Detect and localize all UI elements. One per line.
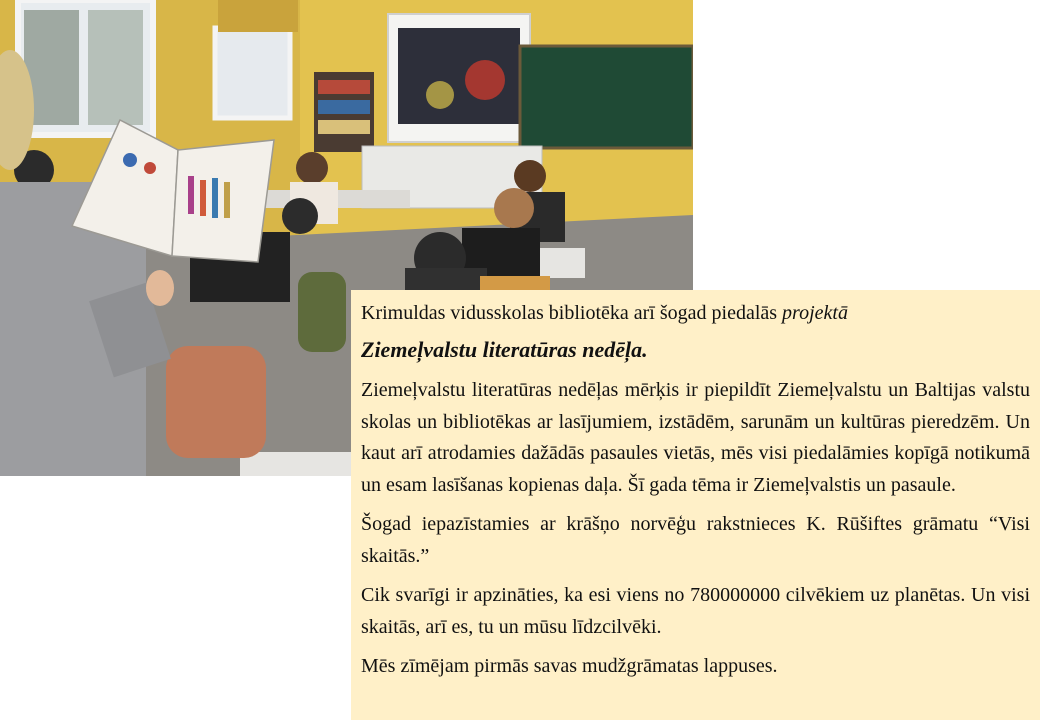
- intro-italic: projektā: [782, 302, 848, 324]
- student-head: [296, 152, 328, 184]
- window-pane: [88, 10, 143, 125]
- student-head: [282, 198, 318, 234]
- book-illustration: [224, 182, 230, 218]
- article-text-box: [351, 290, 1040, 720]
- paragraph-book: Šogad iepazīstamies ar krāšņo norvēģu rakstnieces K. Rūšiftes grāmatu “Visi skaitās.”: [361, 513, 1030, 567]
- books: [318, 120, 370, 134]
- window-right: [215, 28, 290, 118]
- book-illustration: [188, 176, 194, 214]
- desk: [240, 452, 360, 476]
- teacher-hand: [146, 270, 174, 306]
- paragraph-goal: Ziemeļvalstu literatūras nedēļas mērķis ir piepildīt Ziemeļvalstu un Baltijas valstu skolas un bibliotēkas ar lasījumiem, izstādēm, sarunām un kultūras pieredzēm. Un kaut arī atrodamies dažādās pasaules vietās, mēs visi piedalāmies kopīgā notikumā un esam lasīšanas kopienas daļa. Šī gada tēma ir Ziemeļvalstis un pasaule.: [361, 379, 1030, 496]
- book-right-page: [172, 140, 274, 262]
- projected-art: [426, 81, 454, 109]
- books: [318, 100, 370, 114]
- project-title: Ziemeļvalstu literatūras nedēļa.: [361, 336, 648, 362]
- student-head: [494, 188, 534, 228]
- book-illustration: [200, 180, 206, 216]
- books: [318, 80, 370, 94]
- intro-line: [361, 298, 1030, 330]
- projected-art: [465, 60, 505, 100]
- student-head: [514, 160, 546, 192]
- paragraph-count: Cik svarīgi ir apzināties, ka esi viens no 780000000 cilvēkiem uz planētas. Un visi skaitās, arī es, tu un mūsu līdzcilvēki.: [361, 584, 1030, 638]
- curtain: [218, 0, 298, 32]
- book-illustration: [123, 153, 137, 167]
- intro-text: Krimuldas vidusskolas bibliotēka arī šogad piedalās: [361, 302, 783, 324]
- chalkboard: [520, 46, 693, 148]
- desk: [540, 248, 585, 278]
- paragraph-draw: Mēs zīmējam pirmās savas mudžgrāmatas lappuses.: [361, 655, 778, 677]
- backpack-green: [298, 272, 346, 352]
- book-illustration: [144, 162, 156, 174]
- book-illustration: [212, 178, 218, 218]
- backpack-pink: [166, 346, 266, 458]
